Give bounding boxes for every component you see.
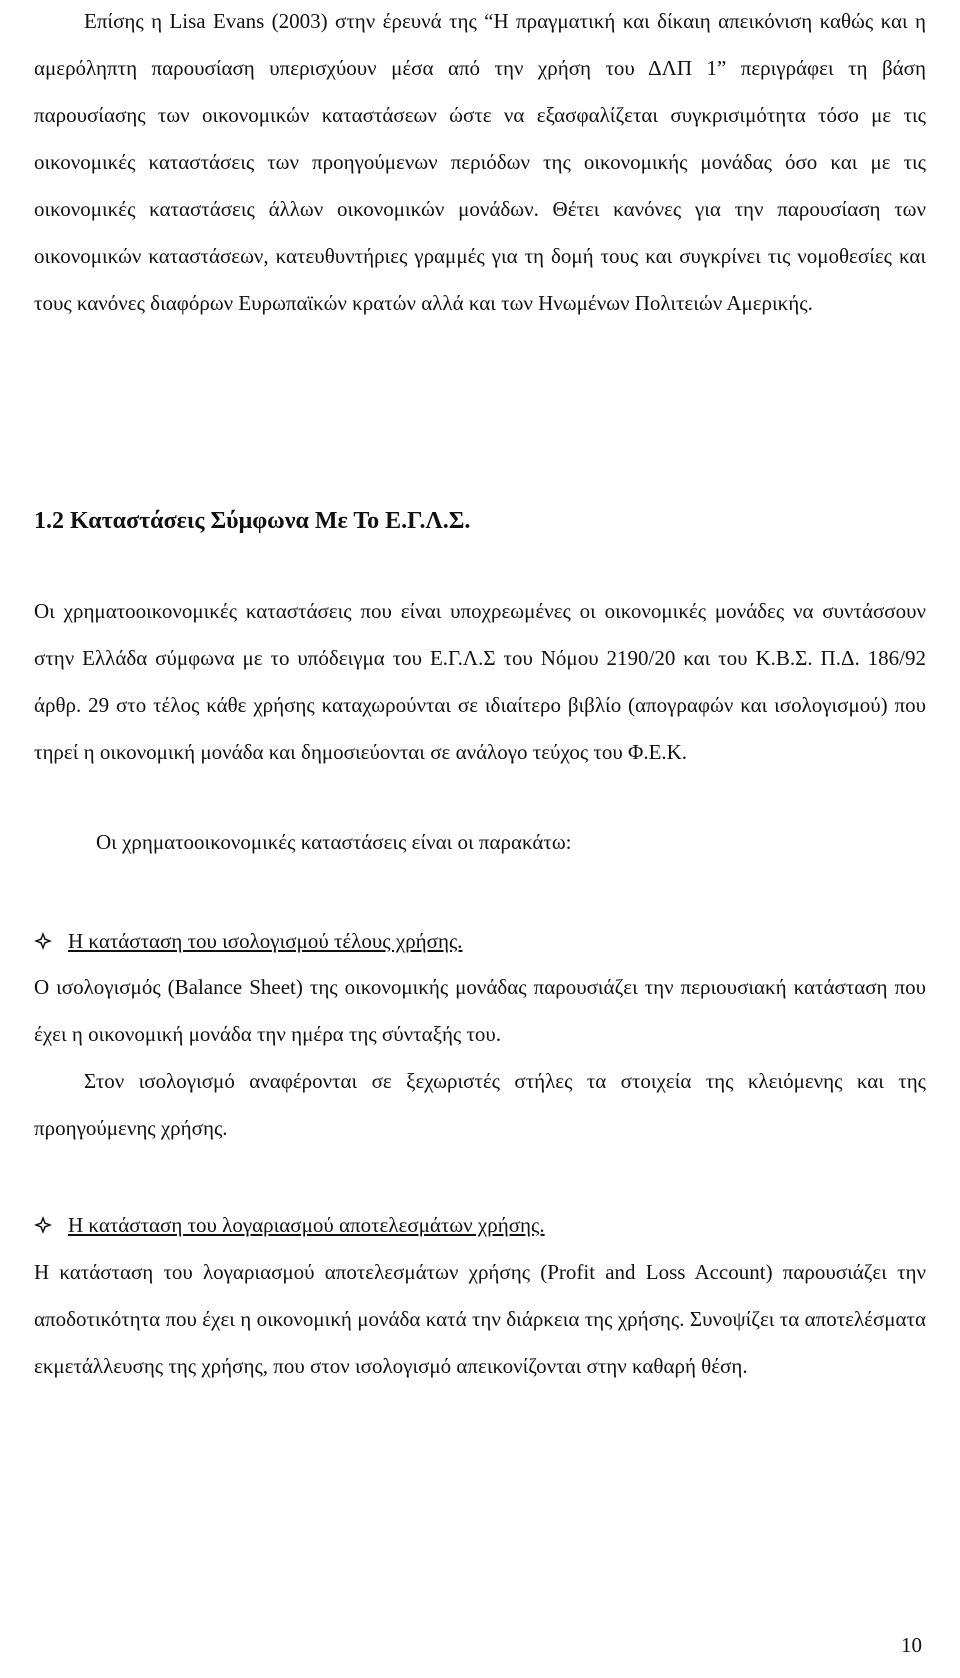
list-intro-line: Οι χρηματοοικονομικές καταστάσεις είναι οι παρακάτω: <box>96 830 572 854</box>
section-heading: 1.2 Καταστάσεις Σύμφωνα Με Το Ε.Γ.Λ.Σ. <box>34 508 471 534</box>
intro-paragraph: Επίσης η Lisa Evans (2003) στην έρευνά της “Η πραγματική και δίκαιη απεικόνιση καθώς και η αμερόληπτη παρουσίαση υπερισχύουν μέσα από την χρήση του ΔΛΠ 1” περιγράφει τη βάση παρουσίασης των οικονομικών καταστάσεων ώστε να εξασφαλίζεται συγκρισιμότητα τόσο με τις οικονομικές καταστάσεις των προηγούμενων περιόδων της οικονομικής μονάδας όσο και με τις οικονομικές καταστάσεις άλλων οικονομικών μονάδων. Θέτει κανόνες για την παρουσίαση των οικονομικών καταστάσεων, κατευθυντήριες γραμμές για τη δομή τους και συγκρίνει τις νομοθεσίες και τους κανόνες διαφόρων Ευρωπαϊκών κρατών αλλά και των Ηνωμένων Πολιτειών Αμερικής. <box>34 9 926 315</box>
bullet-profit-loss-label: Η κατάσταση του λογαριασμού αποτελεσμάτων χρήσης. <box>68 1213 545 1237</box>
page-number: 10 <box>901 1633 922 1657</box>
diamond-bullet-icon <box>34 1216 52 1234</box>
bullet-balance-sheet <box>34 926 463 956</box>
balance-sheet-paragraph: Ο ισολογισμός (Balance Sheet) της οικονομικής μονάδας παρουσιάζει την περιουσιακή κατάσταση που έχει η οικονομική μονάδα την ημέρα της σύνταξής του. <box>34 975 926 1046</box>
balance-columns-paragraph: Στον ισολογισμό αναφέρονται σε ξεχωριστές στήλες τα στοιχεία της κλειόμενης και της προηγούμενης χρήσης. <box>34 1069 926 1140</box>
bullet-profit-loss <box>34 1210 545 1240</box>
diamond-bullet-icon <box>34 932 52 950</box>
profit-loss-paragraph: Η κατάσταση του λογαριασμού αποτελεσμάτων χρήσης (Profit and Loss Account) παρουσιάζει την αποδοτικότητα που έχει η οικονομική μονάδα κατά την διάρκεια της χρήσης. Συνοψίζει τα αποτελέσματα εκμετάλλευσης της χρήσης, που στον ισολογισμό απεικονίζονται στην καθαρή θέση. <box>34 1260 926 1378</box>
egls-paragraph: Οι χρηματοοικονομικές καταστάσεις που είναι υποχρεωμένες οι οικονομικές μονάδες να συντάσσουν στην Ελλάδα σύμφωνα με το υπόδειγμα του Ε.Γ.Λ.Σ του Νόμου 2190/20 και του Κ.Β.Σ. Π.Δ. 186/92 άρθρ. 29 στο τέλος κάθε χρήσης καταχωρούνται σε ιδιαίτερο βιβλίο (απογραφών και ισολογισμού) που τηρεί η οικονομική μονάδα και δημοσιεύονται σε ανάλογο τεύχος του Φ.Ε.Κ. <box>34 599 926 764</box>
bullet-balance-sheet-label: Η κατάσταση του ισολογισμού τέλους χρήσης. <box>68 929 463 953</box>
